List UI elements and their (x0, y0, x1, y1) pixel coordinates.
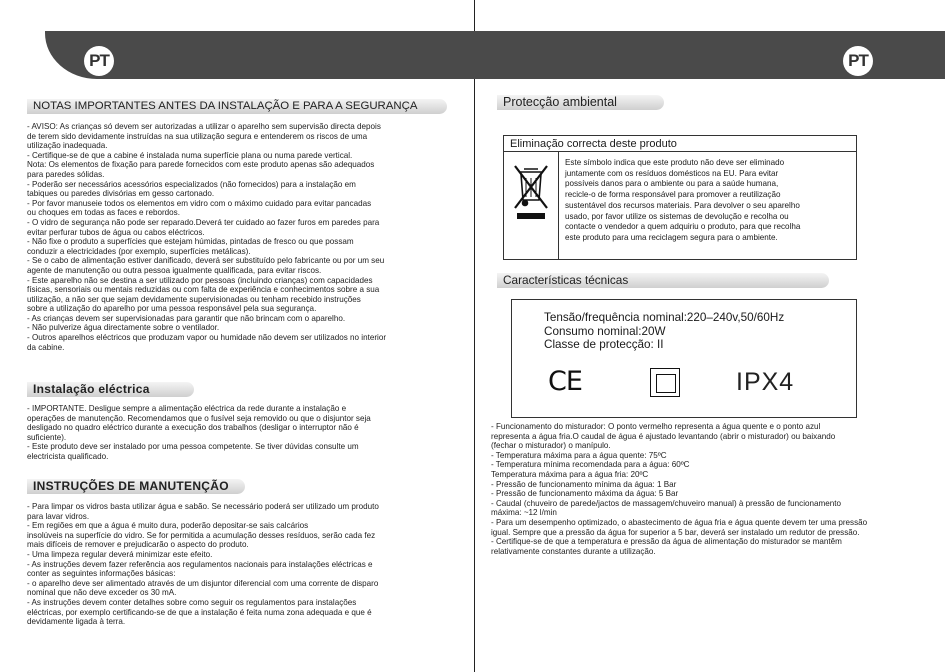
electrical-text (27, 404, 371, 462)
maintenance-line: - Para limpar os vidros basta utilizar água e sabão. Se necessário poderá ser utilizado um produto (27, 502, 379, 511)
disposal-text (565, 158, 800, 244)
language-badge-right: PT (843, 46, 873, 76)
maintenance-line: devidamente ligada à terra. (27, 617, 126, 627)
safety-line: tabiques ou paredes divisórias em gesso cartonado. (27, 189, 215, 199)
maintenance-line: eléctricas, por exemplo certificando-se de que a instalação é feita numa zona adequada e que é (27, 607, 372, 617)
safety-line: de terem sido devidamente instruídas na sua utilização segura e entenderem os riscos de uma (27, 131, 368, 141)
double-square-icon (650, 368, 680, 397)
disposal-line: recicle-o de forma responsável para promover a reutilização (565, 190, 781, 200)
disposal-line: contacte o vendedor a quem adquiriu o produto, para que recolha (565, 222, 801, 232)
note-line: - Funcionamento do misturador: O ponto vermelho representa a água quente e o ponto azul (491, 422, 821, 431)
safety-line: - Poderão ser necessários acessórios especializados (não fornecidos) para a instalação em (27, 179, 356, 189)
safety-line: - Certifique-se de que a cabine é instalada numa superfície plana ou numa parede vertical. (27, 150, 353, 160)
note-line: - Pressão de funcionamento mínima da água: 1 Bar (491, 479, 677, 489)
spec-power: Consumo nominal:20W (544, 325, 666, 338)
safety-line: - Não fixe o produto a superfícies que estejam húmidas, pintadas de fresco ou que possam (27, 237, 354, 247)
electrical-line: operações de manutenção. Recomendamos que o fusível seja removido ou que o disjuntor seja (27, 413, 371, 423)
safety-line: - AVISO: As crianças só devem ser autorizadas a utilizar o aparelho sem supervisão directa depois (27, 122, 381, 131)
safety-line: da cabine. (27, 342, 65, 352)
technical-notes (491, 422, 867, 556)
safety-line: - Este aparelho não se destina a ser utilizado por pessoas (incluindo crianças) com capacidades (27, 275, 373, 285)
safety-line: físicas, sensoriais ou mentais reduzidas ou com falta de experiência e conhecimentos sobre a sua (27, 285, 380, 295)
maintenance-line: - Em regiões em que a água é muito dura, poderão depositar-se sais calcários (27, 521, 309, 531)
disposal-line: possíveis danos para o ambiente ou para a saúde humana, (565, 179, 779, 189)
maintenance-line: - o aparelho deve ser alimentado através de um disjuntor diferencial com uma corrente de disparo (27, 578, 379, 588)
specs-box (511, 299, 857, 418)
safety-line: - Outros aparelhos eléctricos que produzam vapor ou humidade não devem ser utilizados no interior (27, 333, 387, 343)
safety-line: utilização, a não ser que sejam devidamente supervisionadas ou tenham recebido instruções (27, 294, 361, 304)
safety-line: - O vidro de segurança não pode ser reparado.Deverá ter cuidado ao fazer furos em paredes para (27, 217, 380, 227)
note-line: igual. Sempre que a pressão da água for superior a 5 bar, deverá ser instalado um redutor de pressão. (491, 527, 860, 537)
note-line: - Certifique-se de que a temperatura e pressão da água de alimentação do misturador se mantêm (491, 537, 842, 547)
maintenance-line: nominal que não deve exceder os 30 mA. (27, 588, 177, 598)
electrical-line: desligado no quadro eléctrico durante a execução dos trabalhos (desligar o interruptor não é (27, 423, 359, 433)
maintenance-line: - Uma limpeza regular deverá minimizar este efeito. (27, 549, 213, 559)
crossed-out-wheelie-bin-icon (504, 152, 559, 259)
spec-voltage: Tensão/frequência nominal:220–240v,50/60Hz (544, 311, 785, 324)
note-line: (fechar o misturador) o manípulo. (491, 441, 611, 451)
note-line: - Para um desempenho optimizado, o abastecimento de água fria e água quente devem ter uma pressão (491, 517, 868, 527)
specs-section-title: Características técnicas (497, 273, 829, 288)
electrical-line: suficiente). (27, 432, 67, 442)
ip-rating: IPX4 (736, 368, 795, 396)
note-line: representa a água fria.O caudal de água é ajustado levantando (abrir o misturador) ou baixando (491, 431, 836, 441)
safety-line: Nota: Os elementos de fixação para parede fornecidos com este produto apenas são adequados (27, 160, 375, 170)
safety-line: - As crianças devem ser supervisionadas para garantir que não brincam com o aparelho. (27, 313, 346, 323)
electrical-line: - Este produto deve ser instalado por uma pessoa competente. Se tiver dúvidas consulte um (27, 442, 359, 452)
safety-line: evitar perfurar tubos de água ou cabos eléctricos. (27, 227, 205, 237)
page-fold-line (474, 0, 475, 672)
safety-line: conduzir a electricidades (por exemplo, superfícies metálicas). (27, 246, 251, 256)
safety-line: - Por favor manuseie todos os elementos em vidro com o máximo cuidado para evitar pancadas (27, 198, 372, 208)
safety-line: agente de manutenção ou outra pessoa igualmente qualificada, para evitar riscos. (27, 265, 322, 275)
ce-mark: CE (548, 366, 582, 397)
disposal-box (503, 135, 857, 260)
maintenance-line: para lavar vidros. (27, 511, 90, 521)
safety-line: - Não pulverize água directamente sobre o ventilador. (27, 323, 220, 333)
maintenance-line: - As instruções devem fazer referência aos regulamentos nacionais para instalações eléctricas e (27, 559, 373, 569)
note-line: - Pressão de funcionamento máxima da água: 5 Bar (491, 489, 679, 499)
electrical-line: electricista qualificado. (27, 451, 109, 461)
maintenance-section-title: INSTRUÇÕES DE MANUTENÇÃO (27, 479, 245, 494)
note-line: máxima: ~12 l/min (491, 508, 557, 518)
note-line: - Caudal (chuveiro de parede/jactos de massagem/chuveiro manual) à pressão de funcionamento (491, 498, 842, 508)
electrical-line: - IMPORTANTE. Desligue sempre a alimentação eléctrica da rede durante a instalação e (27, 404, 347, 413)
note-line: - Temperatura máxima para a água quente: 75ºC (491, 450, 667, 460)
language-badge-left: PT (84, 46, 114, 76)
environment-section-title: Protecção ambiental (497, 95, 664, 110)
maintenance-line: conter as seguintes informações básicas: (27, 569, 176, 579)
disposal-line: este produto para uma reciclagem segura para o ambiente. (565, 232, 778, 242)
header-banner (45, 31, 945, 79)
maintenance-text (27, 502, 379, 627)
safety-text (27, 122, 386, 352)
safety-line: para paredes sólidas. (27, 169, 105, 179)
disposal-line: juntamente com os resíduos domésticos na EU. Para evitar (565, 168, 779, 178)
safety-line: - Se o cabo de alimentação estiver danificado, deverá ser substituído pelo fabricante ou por um seu (27, 256, 385, 266)
maintenance-line: - As instruções devem conter detalhes sobre como seguir os regulamentos para instalações (27, 597, 357, 607)
disposal-line: Este símbolo indica que este produto não deve ser eliminado (565, 158, 785, 167)
safety-line: ou choques em todas as faces e rebordos. (27, 208, 180, 218)
maintenance-line: insolúveis na superfície do vidro. Se for permitida a acumulação desses resíduos, serão cada fez (27, 530, 376, 540)
maintenance-line: mais difíceis de remover e prejudicarão o aspecto do produto. (27, 540, 249, 550)
spec-protection-class: Classe de protecção: II (544, 338, 664, 351)
disposal-box-title: Eliminação correcta deste produto (504, 136, 856, 152)
safety-section-title: NOTAS IMPORTANTES ANTES DA INSTALAÇÃO E PARA A SEGURANÇA (27, 99, 447, 114)
disposal-line: sustentável dos recursos materiais. Para devolver o seu aparelho (565, 200, 800, 210)
electrical-section-title: Instalação eléctrica (27, 382, 194, 397)
note-line: Temperatura máxima para a água fria: 20ºC (491, 469, 649, 479)
note-line: relativamente constantes durante a utilização. (491, 546, 656, 556)
safety-line: utilização inadequada. (27, 141, 108, 151)
disposal-line: usado, por favor utilize os sistemas de devolução e recolha ou (565, 211, 789, 221)
note-line: - Temperatura mínima recomendada para a água: 60ºC (491, 460, 690, 470)
safety-line: sobre a utilização do aparelho por uma pessoa responsável pela sua segurança. (27, 304, 317, 314)
